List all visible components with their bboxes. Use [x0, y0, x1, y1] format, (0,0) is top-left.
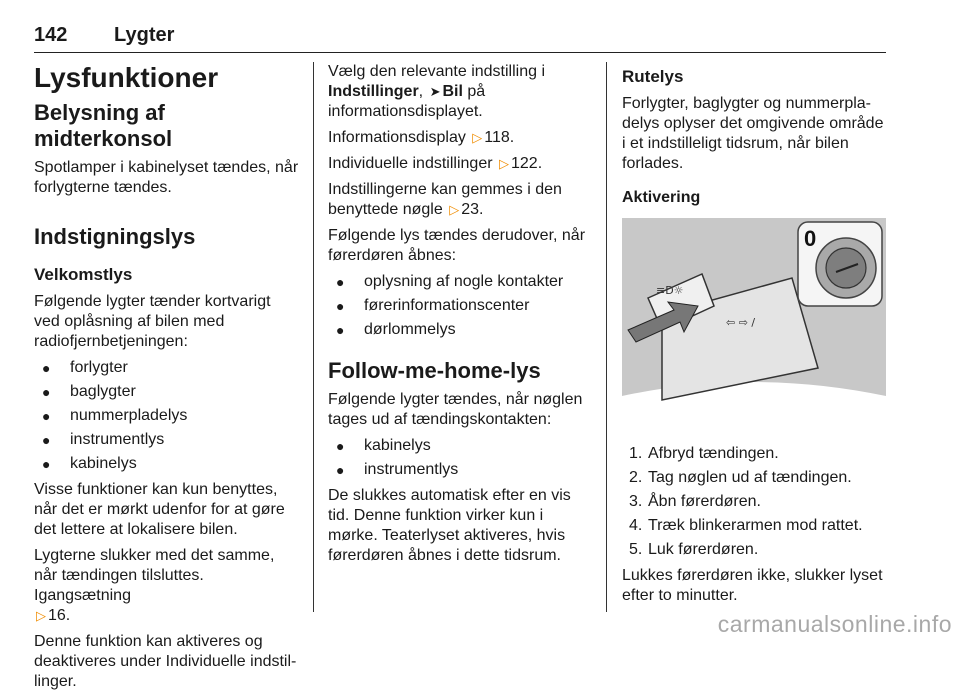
list-item: ● oplysning af nogle kontakter — [328, 272, 594, 292]
column-2 — [328, 62, 594, 572]
page-reference[interactable]: 23. — [461, 201, 484, 218]
step-number: 4. — [629, 517, 643, 534]
svg-text:≡D☼: ≡D☼ — [656, 284, 684, 297]
page-reference[interactable]: 122. — [511, 155, 543, 172]
paragraph: Spotlamper i kabinelyset tændes, når forlygterne tændes. — [34, 159, 299, 196]
step-text: Åbn førerdøren. — [648, 493, 761, 510]
paragraph — [328, 180, 594, 220]
heading-entry-lighting: Indstigningslys — [34, 224, 196, 249]
paragraph: Lukkes førerdøren ikke, slukker lyset efter to minutter. — [622, 567, 883, 604]
turn-signal-lever-illustration — [622, 218, 886, 430]
bullet-list — [34, 358, 300, 474]
step-item — [622, 444, 888, 464]
bullet-list — [328, 436, 594, 480]
paragraph: Forlygter, baglygter og nummerpladelys oplyser det omgivende område i et indstilleligt tidsrum, når bilen forlades. — [622, 95, 884, 172]
section-title: Lygter — [114, 24, 175, 46]
heading-welcome-lighting: Velkomstlys — [34, 265, 133, 284]
bullet-list — [328, 272, 594, 340]
menu-term-car: Bil — [442, 83, 463, 100]
lever-drawing-icon — [622, 218, 886, 430]
page-reference-arrow-icon: ▷ — [472, 130, 483, 145]
paragraph: Vælg den relevante indstilling i Indstillinger, ➤ Bil på informationsdisplayet. — [328, 63, 546, 120]
ignition-position-label: 0 — [804, 226, 817, 251]
step-item — [622, 468, 888, 488]
column-3 — [622, 62, 888, 612]
page-reference[interactable]: 16. — [48, 607, 71, 624]
step-item — [622, 516, 888, 536]
step-text: Luk førerdøren. — [648, 541, 759, 558]
numbered-steps — [622, 444, 888, 560]
step-item — [622, 492, 888, 512]
step-number: 1. — [629, 445, 643, 462]
step-number: 3. — [629, 493, 643, 510]
text: på informationsdisplayet. — [328, 83, 486, 120]
paragraph — [328, 128, 594, 148]
list-item: ● dørlommelys — [328, 320, 594, 340]
svg-text:⇦ ⇨ /: ⇦ ⇨ / — [726, 316, 756, 329]
page-number: 142 — [34, 24, 68, 46]
text: Individuelle indstillinger — [328, 155, 493, 172]
heading-path-lighting: Rutelys — [622, 67, 684, 86]
step-item — [622, 540, 888, 560]
paragraph — [34, 546, 300, 626]
column-1 — [34, 62, 300, 698]
step-number: 2. — [629, 469, 643, 486]
paragraph: De slukkes automatisk efter en vis tid. Denne funktion virker kun i mørke. Teaterlyset aktiveres, hvis førerdøren åbnes i dette tidsrum. — [328, 487, 571, 564]
page-header — [34, 24, 886, 53]
text: Indstillingerne kan gemmes i den benyttede nøgle — [328, 181, 562, 218]
paragraph: Følgende lygter tændes, når nøglen tages ud af tændingskontakten: — [328, 391, 583, 428]
list-item: ● nummerpladelys — [34, 406, 300, 426]
text: Informationsdisplay — [328, 129, 466, 146]
list-item: ● instrumentlys — [328, 460, 594, 480]
list-item: ● instrumentlys — [34, 430, 300, 450]
step-number: 5. — [629, 541, 643, 558]
step-text: Afbryd tændingen. — [648, 445, 779, 462]
paragraph: Denne funktion kan aktiveres og deaktiveres under Individuelle indstillinger. — [34, 633, 297, 690]
page-reference[interactable]: 118. — [484, 129, 515, 146]
step-text: Træk blinkerarmen mod rattet. — [648, 517, 863, 534]
paragraph: Visse funktioner kan kun benyttes, når det er mørkt udenfor for at gøre det lettere at lokalisere bilen. — [34, 481, 285, 538]
column-divider — [606, 62, 607, 612]
heading-follow-me-home: Follow-me-home-lys — [328, 358, 541, 383]
paragraph: Følgende lygter tænder kortvarigt ved oplåsning af bilen med radiofjernbetjeningen: — [34, 293, 271, 350]
list-item: ● kabinelys — [34, 454, 300, 474]
list-item: ● førerinformationscenter — [328, 296, 594, 316]
list-item: ● baglygter — [34, 382, 300, 402]
text: Vælg den relevante indstilling i — [328, 63, 546, 80]
car-settings-icon: ➤ — [429, 84, 441, 99]
list-item: ● kabinelys — [328, 436, 594, 456]
heading-center-console-lighting: Belysning af midterkonsol — [34, 100, 173, 151]
main-heading: Lysfunktioner — [34, 62, 219, 93]
menu-term-settings: Indstillinger — [328, 83, 419, 100]
paragraph: Følgende lys tændes derudover, når førerdøren åbnes: — [328, 227, 586, 264]
column-divider — [313, 62, 314, 612]
text: Lygterne slukker med det samme, når tændingen tilsluttes. Igangsætning — [34, 547, 275, 604]
watermark: carmanualsonline.info — [717, 611, 952, 637]
list-item: ● forlygter — [34, 358, 300, 378]
paragraph — [328, 154, 594, 174]
heading-activation: Aktivering — [622, 189, 701, 206]
page-reference-arrow-icon: ▷ — [449, 202, 460, 217]
step-text: Tag nøglen ud af tændingen. — [648, 469, 852, 486]
page-reference-arrow-icon: ▷ — [499, 156, 509, 171]
page-reference-arrow-icon: ▷ — [36, 608, 46, 623]
